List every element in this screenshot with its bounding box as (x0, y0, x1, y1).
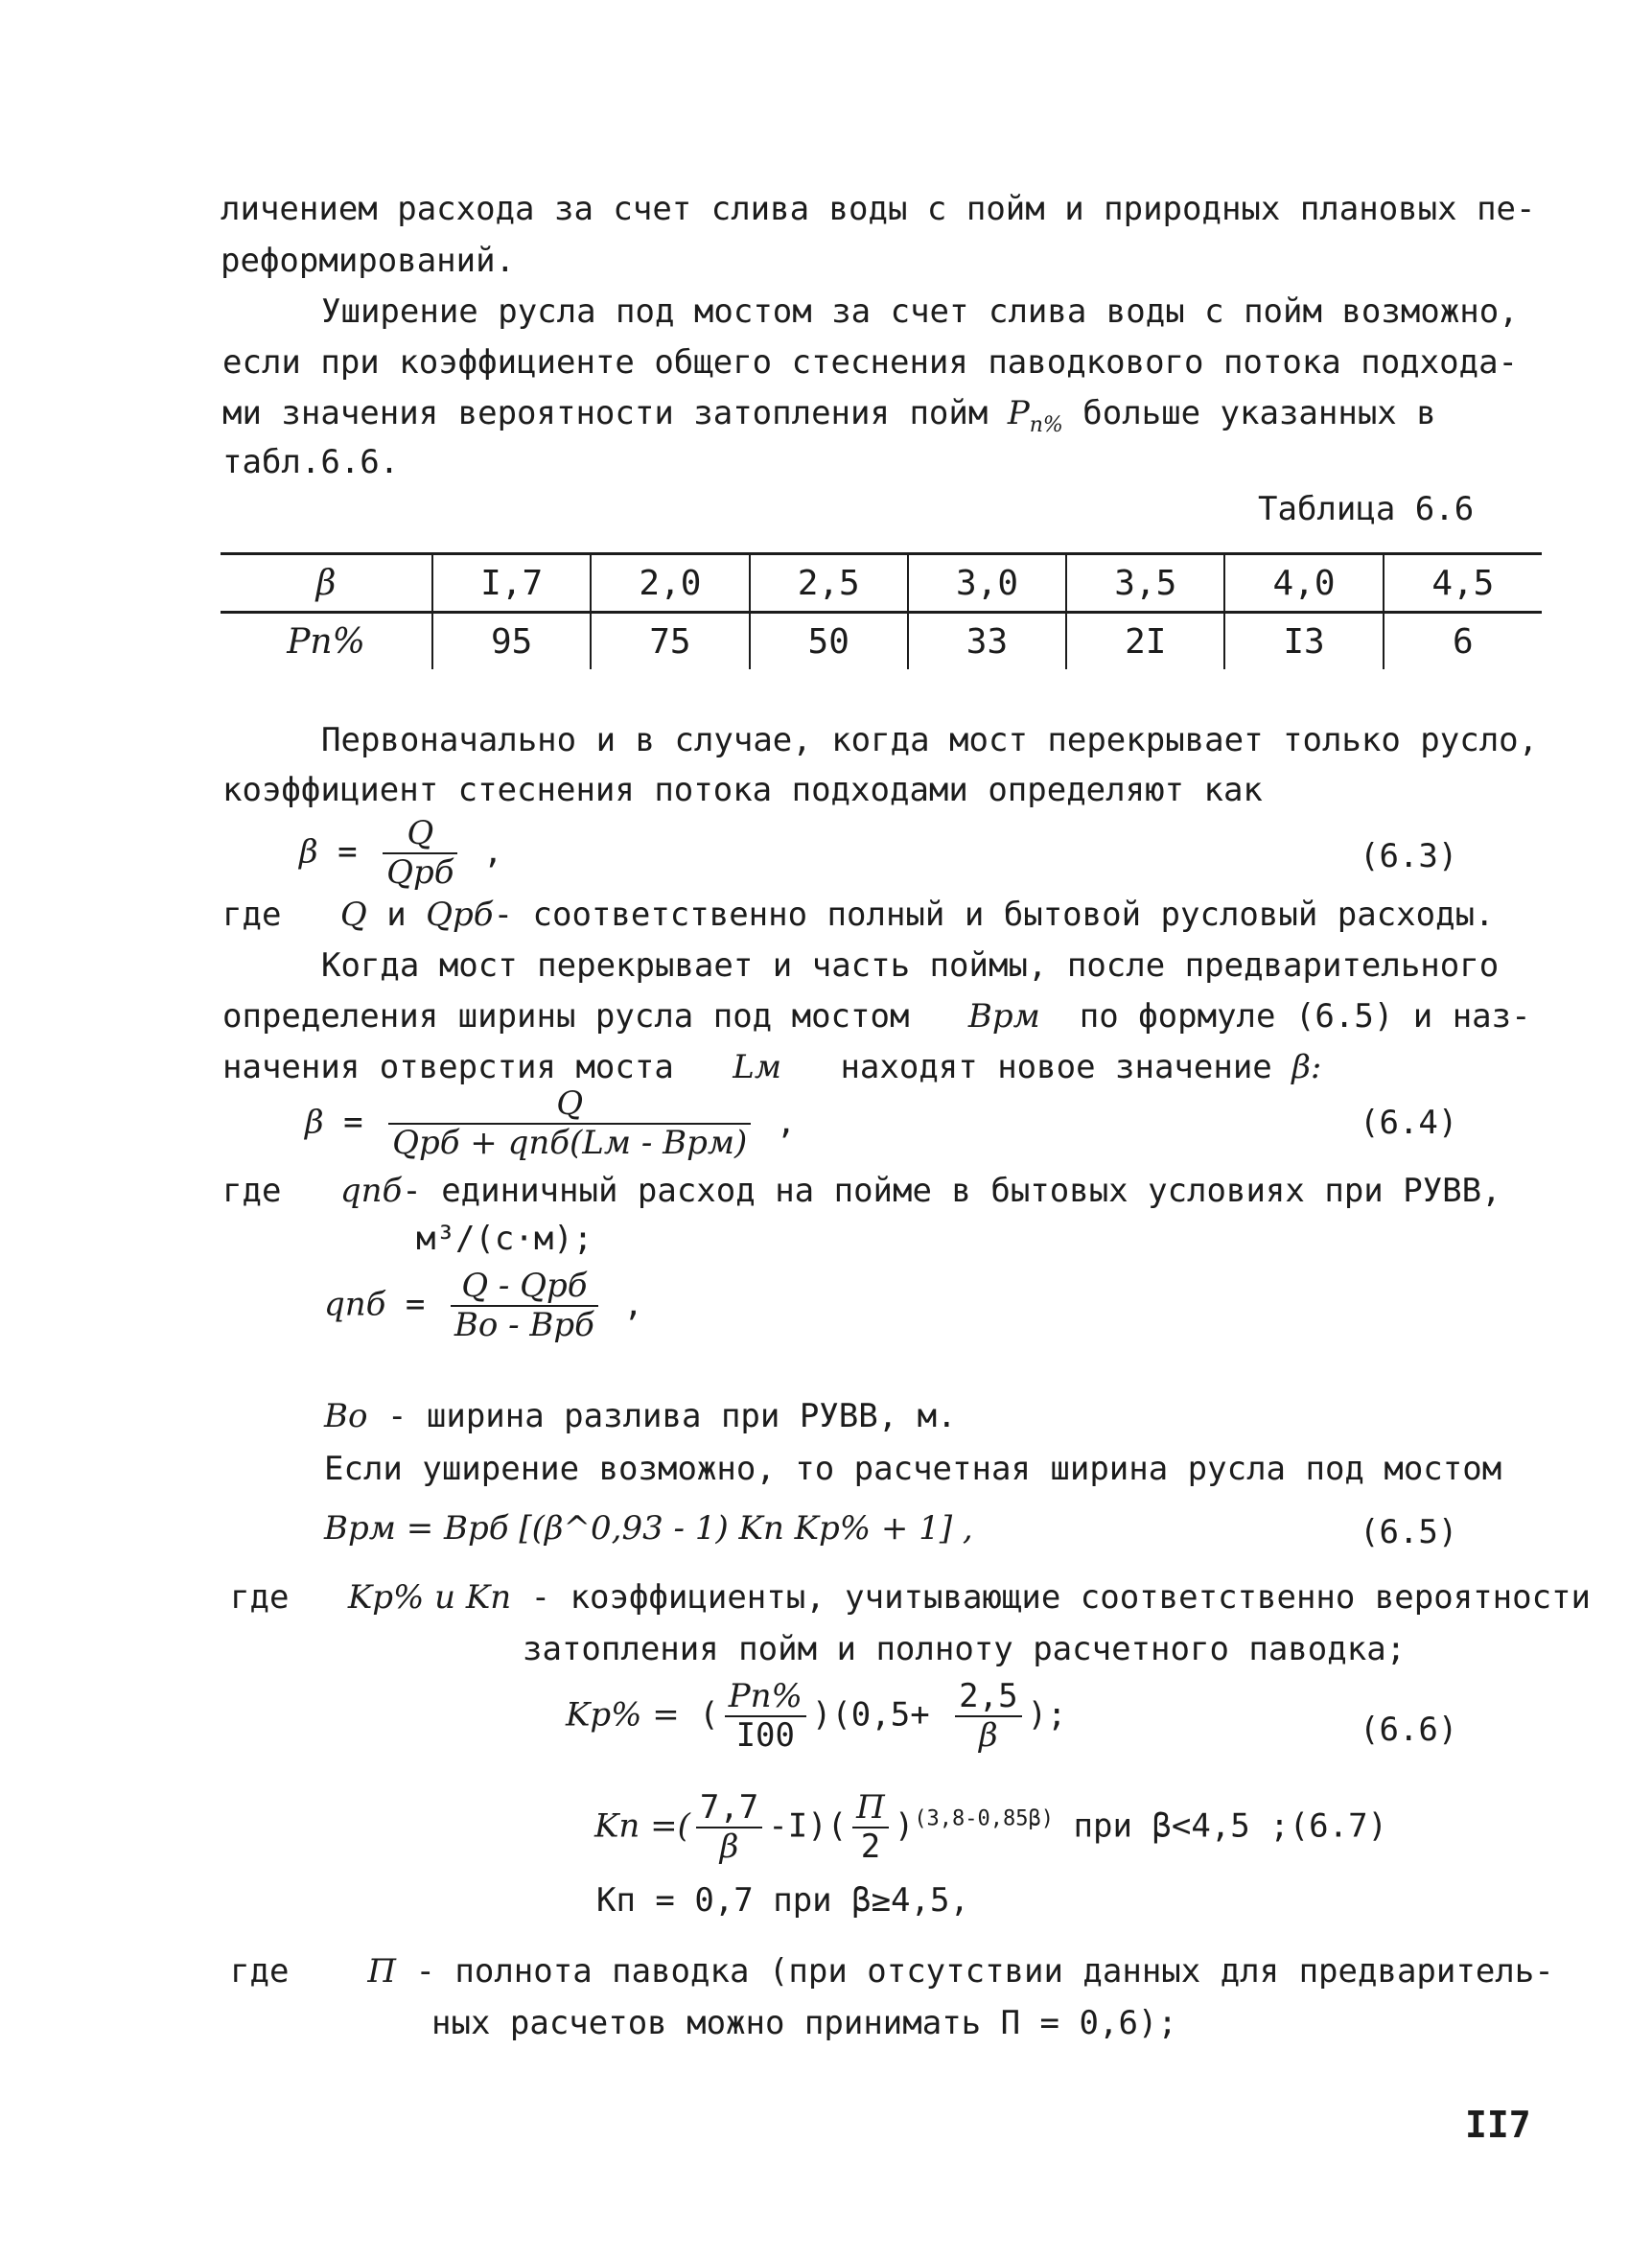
table-cell: 3,5 (1066, 554, 1224, 613)
para3-line-3 (222, 1048, 1321, 1086)
where2-line-1: - единичный расход на пойме в бытовых условиях при РУВВ, (402, 1172, 1501, 1210)
eq67-denominator-1: β (719, 1828, 739, 1867)
table-cell: 2,0 (591, 554, 749, 613)
eq66-numerator-2: 2,5 (955, 1678, 1021, 1717)
eq-qpb-lhs: qпб (324, 1285, 386, 1324)
eq63-numerator: Q (383, 815, 457, 854)
eq66-numerator-1: Pп% (725, 1678, 806, 1717)
where1-text: - соответственно полный и бытовой русловый расходы. (493, 896, 1495, 934)
table-cell: I3 (1224, 613, 1383, 670)
eq66-fraction-1 (725, 1678, 806, 1755)
where4-sym: П (367, 1952, 396, 1991)
table-caption: Таблица 6.6 (1258, 490, 1475, 528)
eq63-fraction (383, 815, 457, 892)
table-6-6 (221, 552, 1542, 669)
para2-line-2: коэффициент стеснения потока подходами определяют как (222, 771, 1263, 809)
para3-line-3a: начения отверстия моста (222, 1048, 674, 1086)
table-label-p: Pп% (287, 621, 365, 662)
eq63-lhs: β (299, 832, 318, 872)
where1-q: Q (339, 896, 367, 934)
table-cell: 4,0 (1224, 554, 1383, 613)
para1-line-4: табл.6.6. (222, 443, 400, 481)
para2-line-1: Первоначально и в случае, когда мост перекрывает только русло, (321, 721, 1539, 759)
eq-qpb-denominator: Bо - Bрб (454, 1306, 594, 1345)
where2 (222, 1172, 1501, 1210)
eq-qpb-fraction (451, 1268, 598, 1344)
eq63-denominator: Qрб (386, 853, 454, 893)
para3-line-2 (222, 997, 1531, 1036)
where3-syms: Kр% и Kп (347, 1578, 512, 1617)
where4-gde: где (230, 1952, 290, 1991)
eq63-number: (6.3) (1360, 837, 1458, 875)
where2-line-2: м³/(с·м); (416, 1220, 593, 1258)
para3-line-3b: находят новое значение (840, 1048, 1272, 1086)
eq66-number: (6.6) (1360, 1711, 1458, 1749)
b0-text: - ширина разлива при РУВВ, м. (386, 1397, 957, 1435)
table-cell: 6 (1384, 613, 1542, 670)
table-row-p (221, 613, 1542, 670)
eq66-end: ); (1027, 1695, 1067, 1735)
eq64-numerator: Q (388, 1085, 751, 1125)
para3-line-1: Когда мост перекрывает и часть поймы, после предварительного (321, 946, 1500, 985)
para1-line-3a: ми значения вероятности затопления пойм (222, 394, 989, 432)
where3-gde: где (230, 1578, 290, 1617)
para3-line-2a: определения ширины русла под мостом (222, 997, 910, 1036)
para1-line-2: если при коэффициенте общего стеснения паводкового потока подхода- (222, 343, 1519, 382)
table-cell: 4,5 (1384, 554, 1542, 613)
table-cell: 3,0 (908, 554, 1066, 613)
eq67-numerator-1: 7,7 (696, 1789, 762, 1828)
eq64-denominator: Qрб + qпб(Lм - Bрм) (392, 1124, 748, 1163)
eq66-mid: (0,5+ (831, 1695, 930, 1735)
where1 (222, 896, 1495, 934)
table-cell: 2,5 (750, 554, 908, 613)
para3-brm: Bрм (967, 997, 1040, 1036)
page-number: II7 (1465, 2104, 1531, 2146)
eq67-condition: при β<4,5 ; (1073, 1806, 1290, 1846)
p-percent-symbol: $P_{п\%}$ (1007, 394, 1063, 437)
equation-6-6: Kр% = ( $\frac{Pп\%}{I00}$ )(0,5+ $\frac{2,5}{\beta}$ ); (566, 1677, 1067, 1756)
where3 (230, 1578, 1591, 1617)
eq67-lhs: Kп =( (594, 1806, 690, 1846)
para1-line-1: Уширение русла под мостом за счет слива воды с пойм возможно, (321, 292, 1519, 331)
table-cell: 33 (908, 613, 1066, 670)
equation-6-7: Kп =( $\frac{7,7}{\beta}$ -I)( $\frac{П}{2}$ )$^{(3,8-0,85\beta)}$ при β<4,5 ;(6.7) (594, 1788, 1388, 1867)
where1-qrb: Qрб (426, 896, 494, 934)
eq66-denominator-1: I00 (735, 1716, 795, 1756)
where4 (230, 1952, 1554, 1991)
eq-qpb-numerator: Q - Qрб (451, 1268, 598, 1307)
eq67-exponent: (3,8-0,85β) (914, 1806, 1055, 1831)
where2-gde: где (222, 1172, 282, 1210)
eq65-number: (6.5) (1360, 1513, 1458, 1551)
eq66-lhs: Kр% = (566, 1695, 680, 1735)
where3-line-2: затопления пойм и полноту расчетного паводка; (523, 1630, 1407, 1668)
b0-symbol: Bо (324, 1397, 368, 1435)
eq67-denominator-2: 2 (860, 1828, 881, 1867)
para1-line-3 (222, 394, 1436, 437)
table-row-beta (221, 554, 1542, 613)
eq67-fraction-1 (696, 1789, 762, 1866)
equation-6-4: β = $\frac{Q}{\text{Qрб + qпб(Lм - Bрм)}}$ , (305, 1084, 797, 1163)
equation-6-5: Bрм = Bрб [(β^0,93 - 1) Kп Kр% + 1] , (324, 1509, 973, 1548)
eq67-number: (6.7) (1289, 1806, 1388, 1846)
where1-and: и (386, 896, 407, 934)
eq67-mid: -I)( (768, 1806, 848, 1846)
table-label-beta: β (221, 554, 432, 613)
eq64-lhs: β (305, 1103, 324, 1142)
eq67-fraction-2 (852, 1789, 889, 1866)
equation-6-3: β = $\frac{Q}{\text{Qрб}}$ , (299, 814, 503, 893)
equation-qpb: qпб = $\frac{\text{Q - Qрб}}{\text{Bо - Bрб}}$ , (324, 1267, 643, 1345)
eq66-denominator-2: β (979, 1716, 998, 1756)
para4: Если уширение возможно, то расчетная ширина русла под мостом (324, 1450, 1502, 1488)
where4-line-1: - полнота паводка (при отсутствии данных для предваритель- (415, 1952, 1554, 1991)
b0-definition (324, 1397, 957, 1435)
table-cell: I,7 (432, 554, 591, 613)
eq64-fraction (388, 1085, 751, 1162)
para3-line-2b: по формуле (6.5) и наз- (1079, 997, 1531, 1036)
where2-sym: qпб (339, 1172, 403, 1210)
equation-6-7b: Kп = 0,7 при β≥4,5, (596, 1881, 969, 1920)
intro-line-2: реформирований. (221, 242, 516, 280)
where4-line-2: ных расчетов можно принимать П = 0,6); (431, 2004, 1177, 2042)
table-cell: 2I (1066, 613, 1224, 670)
para3-beta: β: (1291, 1048, 1322, 1086)
para1-line-3b: больше указанных в (1082, 394, 1436, 432)
eq66-fraction-2 (955, 1678, 1021, 1755)
para3-lm: Lм (733, 1048, 782, 1086)
eq64-number: (6.4) (1360, 1104, 1458, 1142)
intro-line-1: личением расхода за счет слива воды с пойм и природных плановых пе- (221, 190, 1536, 228)
where3-line-1: - коэффициенты, учитывающие соответственно вероятности (530, 1578, 1591, 1617)
table-cell: 75 (591, 613, 749, 670)
table-cell: 50 (750, 613, 908, 670)
table-cell: 95 (432, 613, 591, 670)
eq67-numerator-2: П (852, 1789, 889, 1828)
where1-gde: где (222, 896, 282, 934)
